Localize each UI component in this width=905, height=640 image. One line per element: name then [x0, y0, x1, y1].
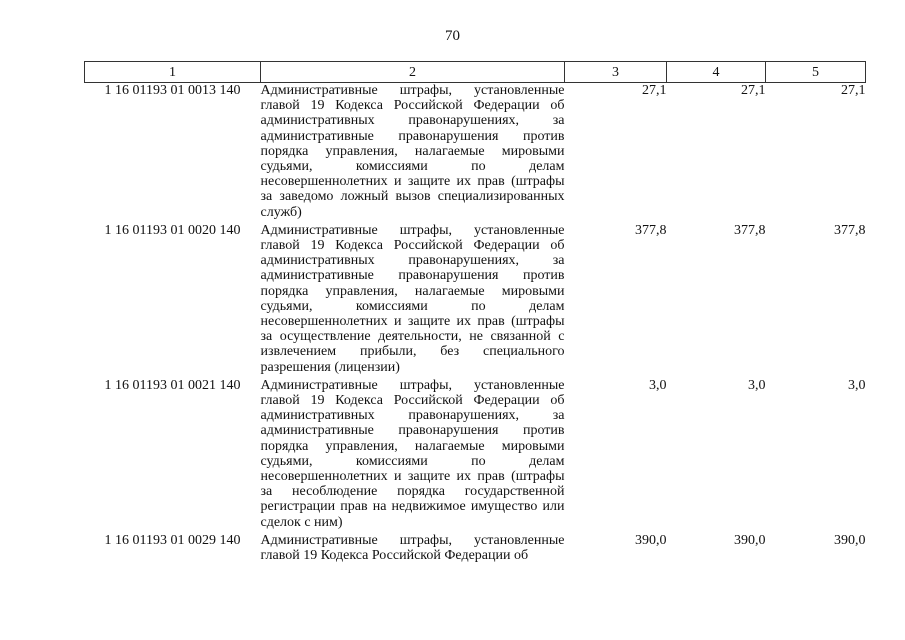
row-description: Административные штрафы, установленные главой 19 Кодекса Российской Федерации об административных правонарушениях, за административные правонарушения против порядка управления, налагаемые мировыми судьями, комиссиями по делам несовершеннолетних и защите их прав (штрафы за осуществление деятельности, не связанной с извлечением прибыли, без специального разрешения (лицензии)	[260, 222, 565, 375]
revenue-table	[84, 61, 866, 566]
value-col5: 390,0	[834, 532, 866, 548]
table-header-row	[85, 62, 866, 83]
row-description: Административные штрафы, установленные главой 19 Кодекса Российской Федерации об административных правонарушениях, за административные правонарушения против порядка управления, налагаемые мировыми судьями, комиссиями по делам несовершеннолетних и защите их прав (штрафы за заведомо ложный вызов специализированных служб)	[260, 83, 565, 220]
column-header-4: 4	[667, 62, 766, 83]
table-row	[85, 378, 866, 533]
row-description: Административные штрафы, установленные главой 19 Кодекса Российской Федерации об административных правонарушениях, за административные правонарушения против порядка управления, налагаемые мировыми судьями, комиссиями по делам несовершеннолетних и защите их прав (штрафы за несоблюдение порядка государственной регистрации прав на недвижимое имущество или сделок с ним)	[260, 377, 565, 530]
value-col5: 377,8	[834, 222, 866, 238]
value-col5: 3,0	[848, 377, 866, 393]
value-col4: 390,0	[734, 532, 766, 548]
column-header-3: 3	[565, 62, 667, 83]
budget-code: 1 16 01193 01 0021 140	[104, 377, 241, 393]
value-col5: 27,1	[841, 83, 866, 98]
value-col3: 27,1	[642, 83, 667, 98]
value-col4: 27,1	[741, 83, 766, 98]
page-number: 70	[445, 28, 460, 44]
column-header-5: 5	[766, 62, 866, 83]
value-col3: 390,0	[635, 532, 667, 548]
budget-code: 1 16 01193 01 0013 140	[104, 83, 241, 98]
table-row	[85, 83, 866, 223]
column-header-1: 1	[85, 62, 261, 83]
value-col4: 377,8	[734, 222, 766, 238]
column-header-2: 2	[261, 62, 565, 83]
budget-code: 1 16 01193 01 0020 140	[104, 222, 241, 238]
value-col4: 3,0	[748, 377, 766, 393]
value-col3: 377,8	[635, 222, 667, 238]
table-row	[85, 533, 866, 566]
budget-code: 1 16 01193 01 0029 140	[104, 532, 241, 548]
value-col3: 3,0	[649, 377, 667, 393]
row-description: Административные штрафы, установленные главой 19 Кодекса Российской Федерации об	[260, 532, 565, 564]
table-row	[85, 223, 866, 378]
